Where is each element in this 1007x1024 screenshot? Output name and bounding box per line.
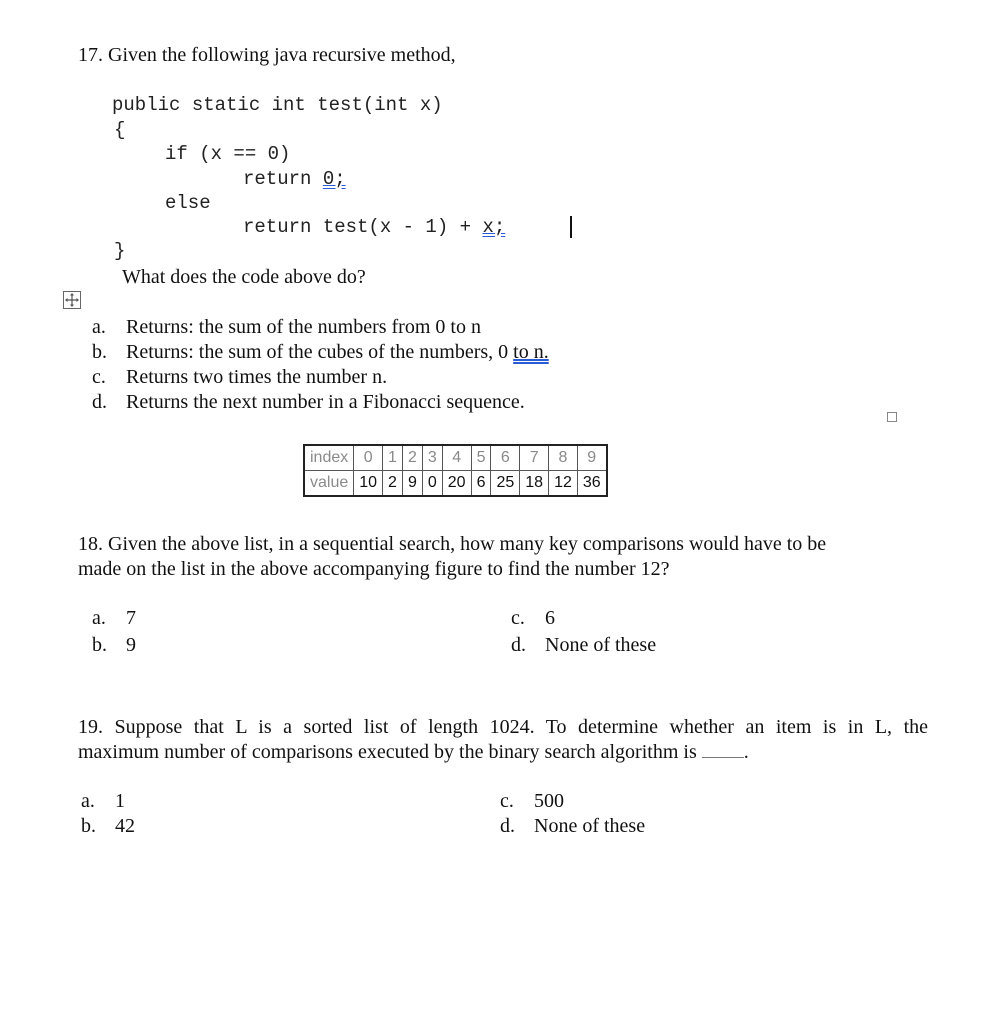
table-cell: 1 <box>383 445 403 471</box>
q18-option-a <box>92 607 136 630</box>
option-letter: c. <box>500 790 514 812</box>
code-return-recursive-prefix: return test(x - 1) + <box>243 216 483 238</box>
code-return-recursive <box>243 216 505 238</box>
q17-option-b <box>92 341 549 364</box>
q19-line2-text: maximum number of comparisons executed by the binary search algorithm is <box>78 741 702 763</box>
option-text: 6 <box>545 607 555 629</box>
q19-line1: 19. Suppose that L is a sorted list of length 1024. To determine whether an item is in L, the <box>78 716 928 738</box>
code-return-zero-prefix: return <box>243 168 323 190</box>
q18-option-d <box>511 634 656 657</box>
option-text: Returns: the sum of the numbers from 0 to n <box>126 316 481 338</box>
table-cell: 7 <box>520 445 549 471</box>
option-letter: d. <box>500 815 515 837</box>
code-close-brace: } <box>114 240 126 262</box>
q18-option-b <box>92 634 136 657</box>
code-if: if (x == 0) <box>165 143 291 165</box>
q18-line2: made on the list in the above accompanying figure to find the number 12? <box>78 558 670 580</box>
q17-title: 17. Given the following java recursive method, <box>78 44 456 66</box>
table-cell: 25 <box>491 471 520 497</box>
answer-blank <box>702 743 744 758</box>
option-letter: a. <box>92 316 106 338</box>
q19-option-a <box>81 790 125 813</box>
table-row-value <box>304 471 607 497</box>
option-text: 9 <box>126 634 136 656</box>
table-cell: 18 <box>520 471 549 497</box>
table-move-handle-icon[interactable] <box>63 291 81 309</box>
option-letter: a. <box>92 607 106 629</box>
option-letter: a. <box>81 790 95 812</box>
option-text: 1 <box>115 790 125 812</box>
option-text: None of these <box>545 634 657 656</box>
q19-line2-period: . <box>743 741 749 763</box>
option-text: Returns two times the number n. <box>126 366 388 388</box>
option-text: None of these <box>534 815 646 837</box>
option-letter: b. <box>92 341 107 363</box>
table-cell: 36 <box>577 471 606 497</box>
option-letter: c. <box>92 366 106 388</box>
text-cursor <box>570 216 572 238</box>
code-else: else <box>165 192 211 214</box>
table-cell-value-label: value <box>304 471 354 497</box>
table-cell: 4 <box>442 445 471 471</box>
q18-option-c <box>511 607 555 630</box>
option-text-underlined: to n. <box>513 341 549 363</box>
code-return-recursive-value: x; <box>482 216 506 238</box>
table-cell: 9 <box>402 471 422 497</box>
table-cell: 8 <box>549 445 578 471</box>
table-cell: 3 <box>422 445 442 471</box>
q17-question: What does the code above do? <box>122 266 366 288</box>
q19-line2 <box>78 741 749 764</box>
option-letter: c. <box>511 607 525 629</box>
option-letter: d. <box>92 391 107 413</box>
table-cell: 2 <box>383 471 403 497</box>
q18-line1: 18. Given the above list, in a sequential search, how many key comparisons would have to be <box>78 533 827 555</box>
q17-option-a <box>92 316 481 339</box>
option-text: 42 <box>115 815 135 837</box>
option-letter: d. <box>511 634 526 656</box>
code-return-zero <box>243 168 346 190</box>
table-cell: 20 <box>442 471 471 497</box>
option-text: 500 <box>534 790 564 812</box>
table-cell: 6 <box>491 445 520 471</box>
table-cell: 12 <box>549 471 578 497</box>
option-text: Returns the next number in a Fibonacci sequence. <box>126 391 525 413</box>
table-cell: 2 <box>402 445 422 471</box>
table-cell-index-label: index <box>304 445 354 471</box>
list-table <box>303 444 608 497</box>
option-text: Returns: the sum of the cubes of the numbers, 0 <box>126 341 514 363</box>
table-row-index <box>304 445 607 471</box>
option-letter: b. <box>81 815 96 837</box>
code-signature: public static int test(int x) <box>112 94 443 116</box>
q19-option-d <box>500 815 645 838</box>
q17-option-d <box>92 391 525 414</box>
option-text: 7 <box>126 607 136 629</box>
resize-handle-icon[interactable] <box>887 412 897 422</box>
code-return-zero-value: 0; <box>322 168 346 190</box>
table-cell: 5 <box>471 445 491 471</box>
q19-option-b <box>81 815 135 838</box>
table-cell: 6 <box>471 471 491 497</box>
table-cell: 0 <box>354 445 383 471</box>
option-letter: b. <box>92 634 107 656</box>
table-cell: 9 <box>577 445 606 471</box>
table-cell: 0 <box>422 471 442 497</box>
q19-option-c <box>500 790 564 813</box>
table-cell: 10 <box>354 471 383 497</box>
code-open-brace: { <box>114 119 126 141</box>
q17-option-c <box>92 366 387 389</box>
